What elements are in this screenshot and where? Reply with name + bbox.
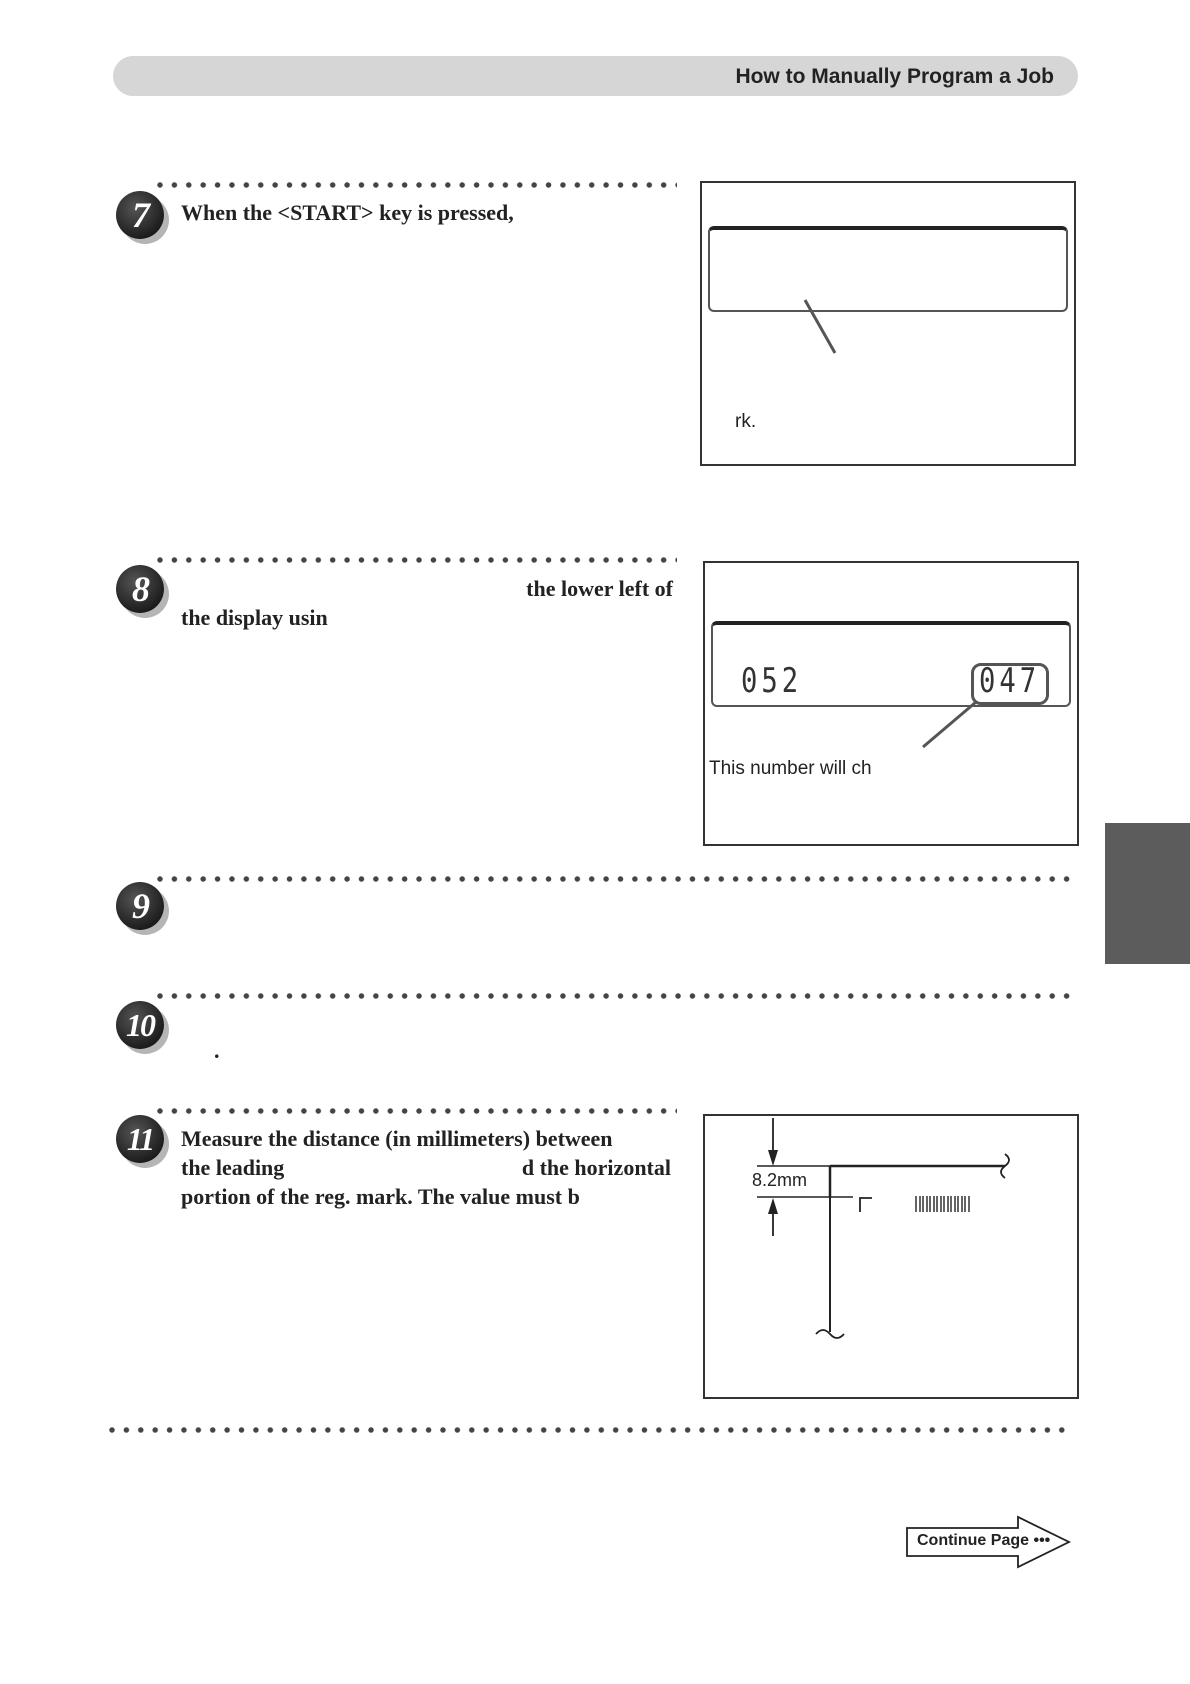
figure-caption: rk. xyxy=(735,411,757,432)
display-value-left: 052 xyxy=(741,661,803,701)
step-instruction xyxy=(181,574,673,632)
chapter-tab xyxy=(1105,823,1190,964)
step-instruction-line: portion of the reg. mark. The value must b xyxy=(181,1184,580,1209)
step-number-badge: 10 xyxy=(116,1001,164,1049)
step-instruction-line: d the horizontal xyxy=(521,1155,671,1180)
page-title: How to Manually Program a Job xyxy=(735,65,1054,88)
step-divider xyxy=(157,557,677,563)
step-number-badge: 11 xyxy=(116,1115,164,1163)
step-divider xyxy=(157,1108,677,1114)
step-divider xyxy=(157,993,1072,999)
display-value-right: 047 xyxy=(979,661,1041,701)
display-figure xyxy=(703,561,1079,846)
registration-mark-diagram xyxy=(705,1116,1077,1397)
section-divider xyxy=(109,1427,1072,1433)
step-number-badge: 7 xyxy=(116,191,164,239)
step-instruction-line: Measure the distance (in millimeters) between xyxy=(181,1126,613,1151)
callout-line xyxy=(702,183,1074,464)
continue-page-link[interactable] xyxy=(917,1532,1050,1550)
ellipsis-icon: ••• xyxy=(1029,1532,1051,1549)
step-divider xyxy=(157,182,677,188)
step-number-badge: 8 xyxy=(116,565,164,613)
step-instruction-line: the leading xyxy=(181,1155,285,1180)
step-instruction: . xyxy=(214,1038,220,1063)
step-instruction xyxy=(181,1124,673,1211)
step-instruction-line: the lower left of xyxy=(526,576,673,601)
step-instruction-line: the display usin xyxy=(181,605,328,630)
continue-label: Continue Page xyxy=(917,1532,1030,1549)
step-divider xyxy=(157,876,1072,882)
step-instruction: When the <START> key is pressed, xyxy=(181,200,514,225)
callout-line xyxy=(705,563,1077,844)
header-bar xyxy=(113,56,1078,96)
step-number-badge: 9 xyxy=(116,882,164,930)
measurement-figure xyxy=(703,1114,1079,1399)
measurement-label: 8.2mm xyxy=(752,1170,808,1190)
display-figure xyxy=(700,181,1076,466)
figure-caption: This number will ch xyxy=(709,758,872,779)
